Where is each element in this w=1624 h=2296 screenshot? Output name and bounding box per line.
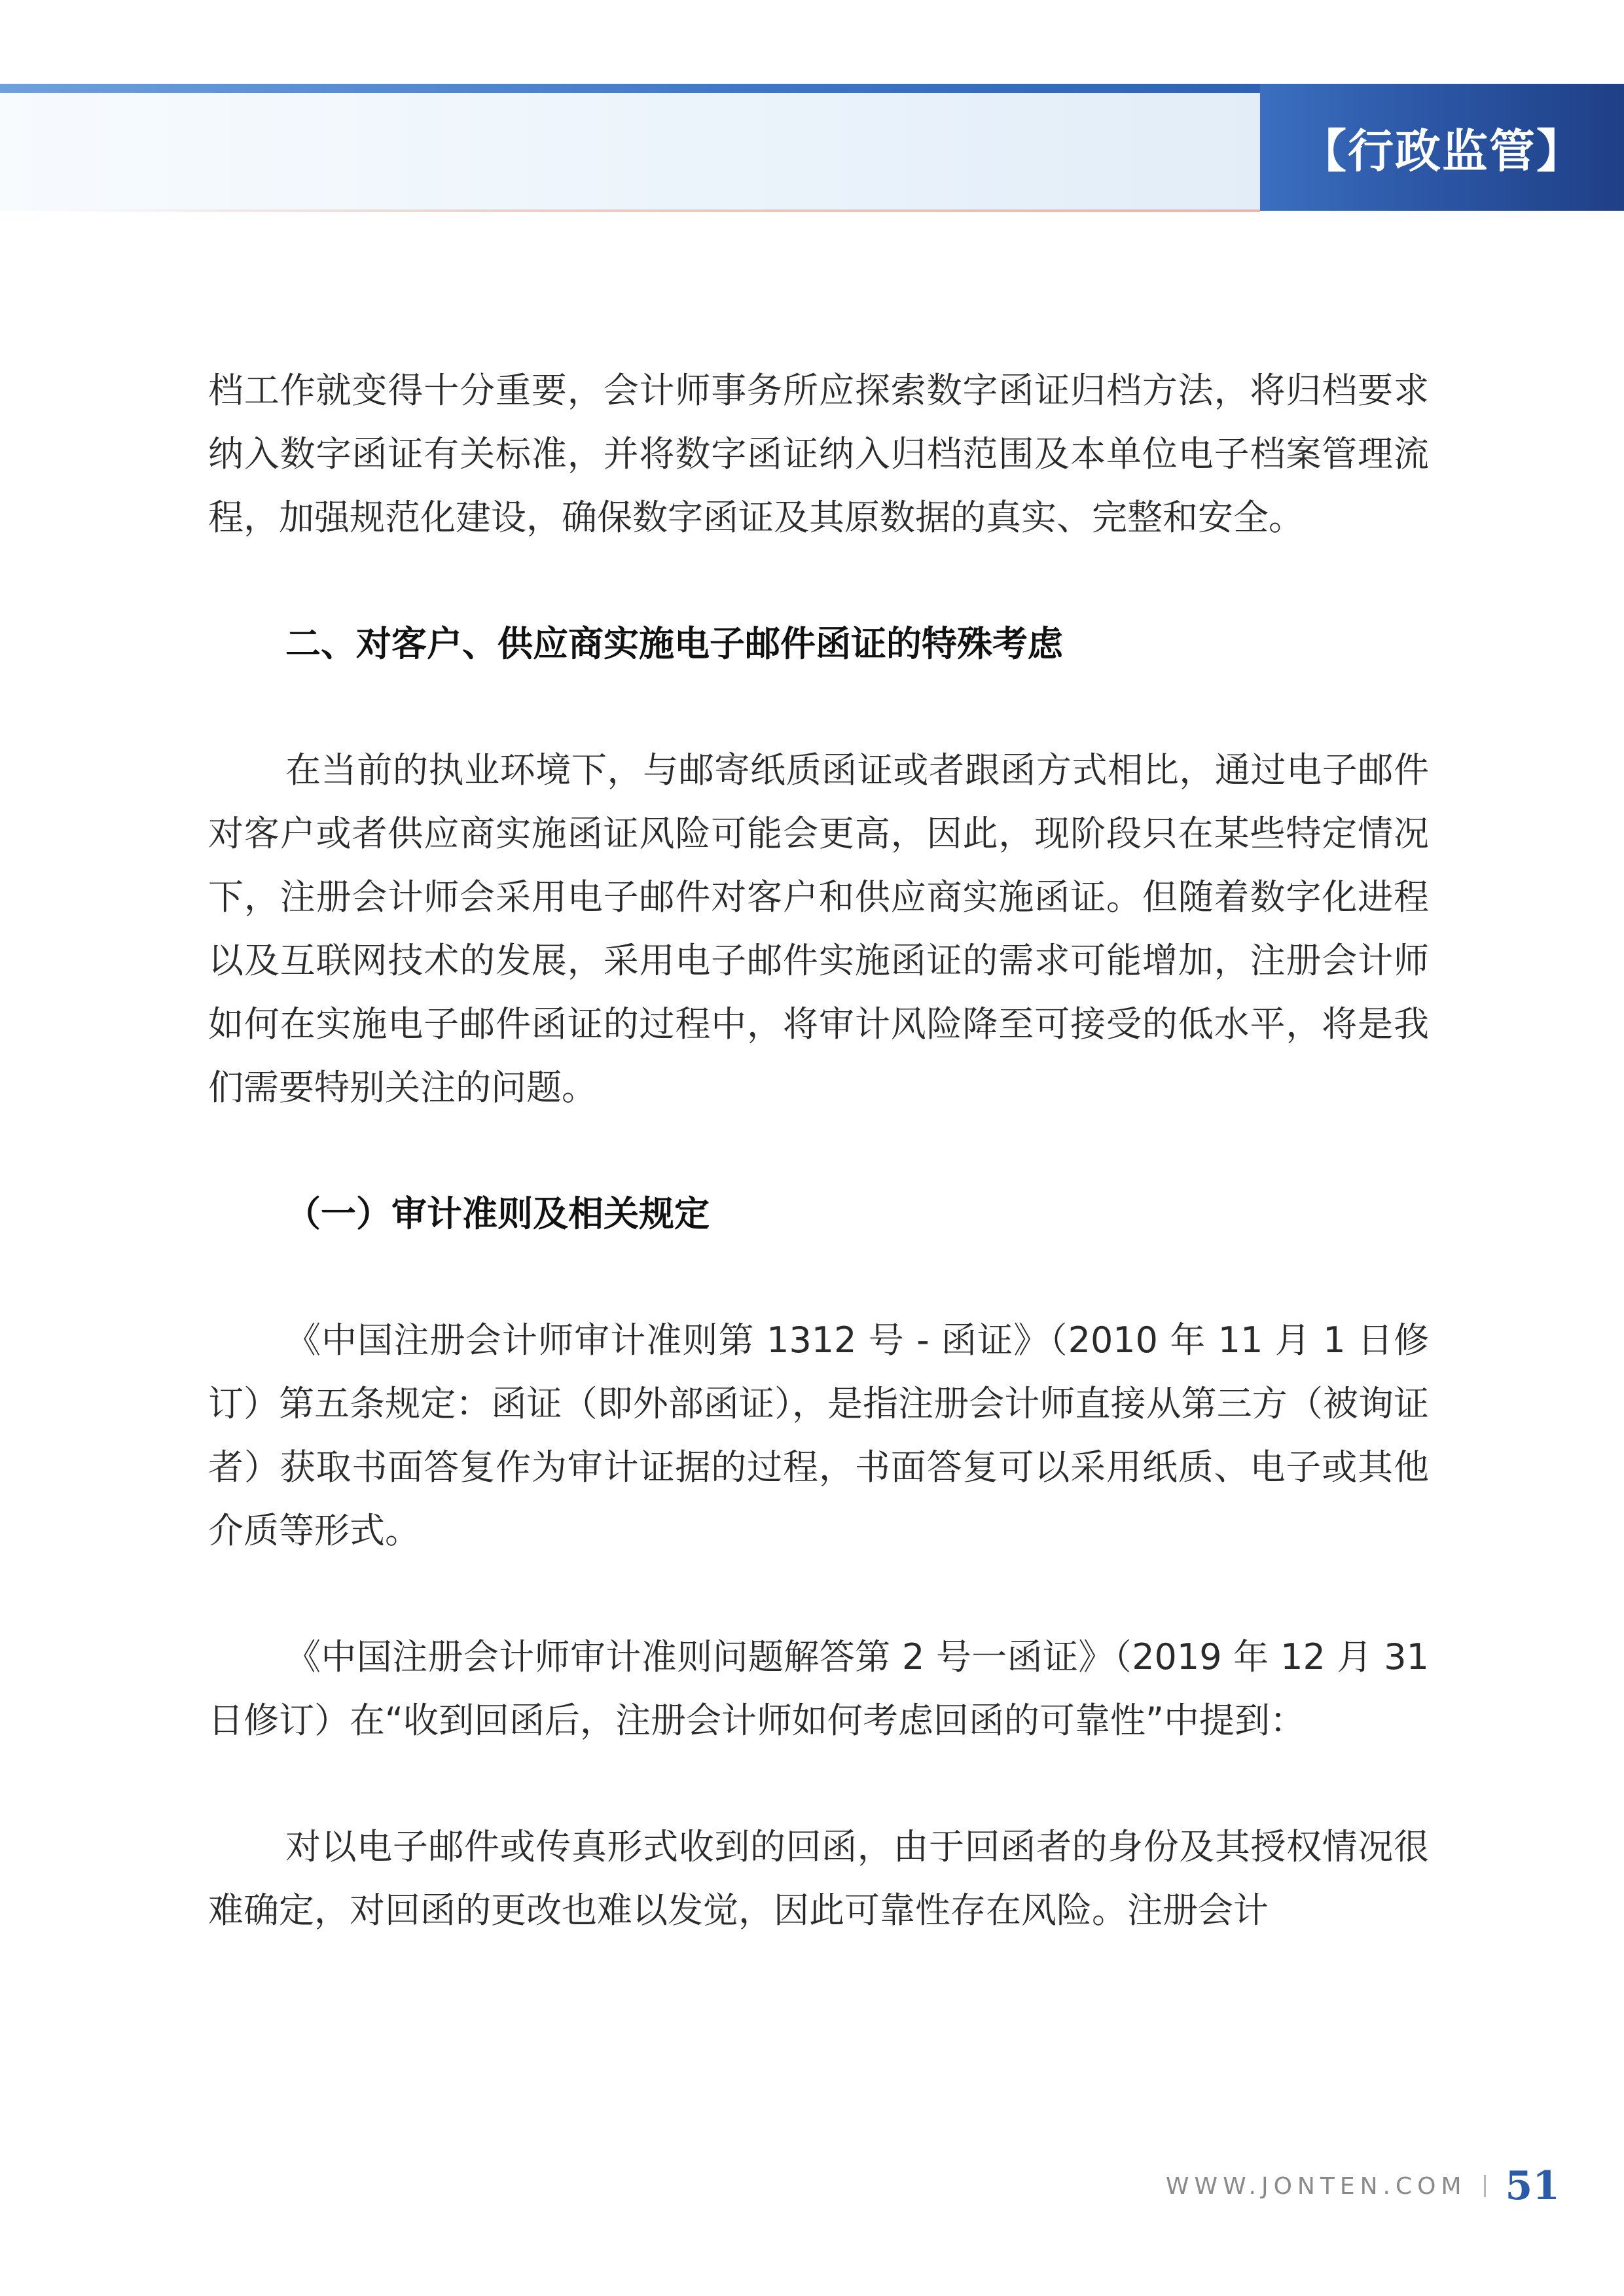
paragraph-qa-no2: 《中国注册会计师审计准则问题解答第 2 号一函证》（2019 年 12 月 31 日修订）在“收到回函后，注册会计师如何考虑回函的可靠性”中提到： [208, 1636, 1429, 1741]
footer-divider [1484, 2175, 1486, 2197]
section-tab [1260, 84, 1624, 211]
article-body [208, 359, 1429, 1942]
page-footer [1166, 2160, 1560, 2212]
website-link[interactable]: WWW.JONTEN.COM [1165, 2172, 1467, 2200]
paragraph-standard-1312: 《中国注册会计师审计准则第 1312 号 - 函证》（2010 年 11 月 1 日修订）第五条规定：函证（即外部函证），是指注册会计师直接从第三方（被询证者）获取书面答复作为审计证据的过程，书面答复可以采用纸质、电子或其他介质等形式。 [208, 1319, 1429, 1551]
header-accent-strip [0, 84, 1260, 93]
paragraph-reply-reliability: 对以电子邮件或传真形式收到的回函，由于回函者的身份及其授权情况很难确定，对回函的更改也难以发觉，因此可靠性存在风险。注册会计 [208, 1826, 1429, 1931]
paragraph-archiving: 档工作就变得十分重要，会计师事务所应探索数字函证归档方法，将归档要求纳入数字函证有关标准，并将数字函证纳入归档范围及本单位电子档案管理流程，加强规范化建设，确保数字函证及其原数据的真实、完整和安全。 [208, 370, 1429, 538]
section-heading: 二、对客户、供应商实施电子邮件函证的特殊考虑 [285, 623, 1063, 664]
header-divider [39, 209, 1260, 212]
paragraph-email-risk: 在当前的执业环境下，与邮寄纸质函证或者跟函方式相比，通过电子邮件对客户或者供应商实施函证风险可能会更高，因此，现阶段只在某些特定情况下，注册会计师会采用电子邮件对客户和供应商实施函证。但随着数字化进程以及互联网技术的发展，采用电子邮件实施函证的需求可能增加，注册会计师如何在实施电子邮件函证的过程中，将审计风险降至可接受的低水平，将是我们需要特别关注的问题。 [208, 749, 1429, 1108]
section-tag-label: 【行政监管】 [1301, 124, 1583, 178]
page-number: 51 [1505, 2163, 1560, 2209]
header-band [0, 93, 1260, 211]
subsection-heading: （一）审计准则及相关规定 [285, 1193, 710, 1234]
